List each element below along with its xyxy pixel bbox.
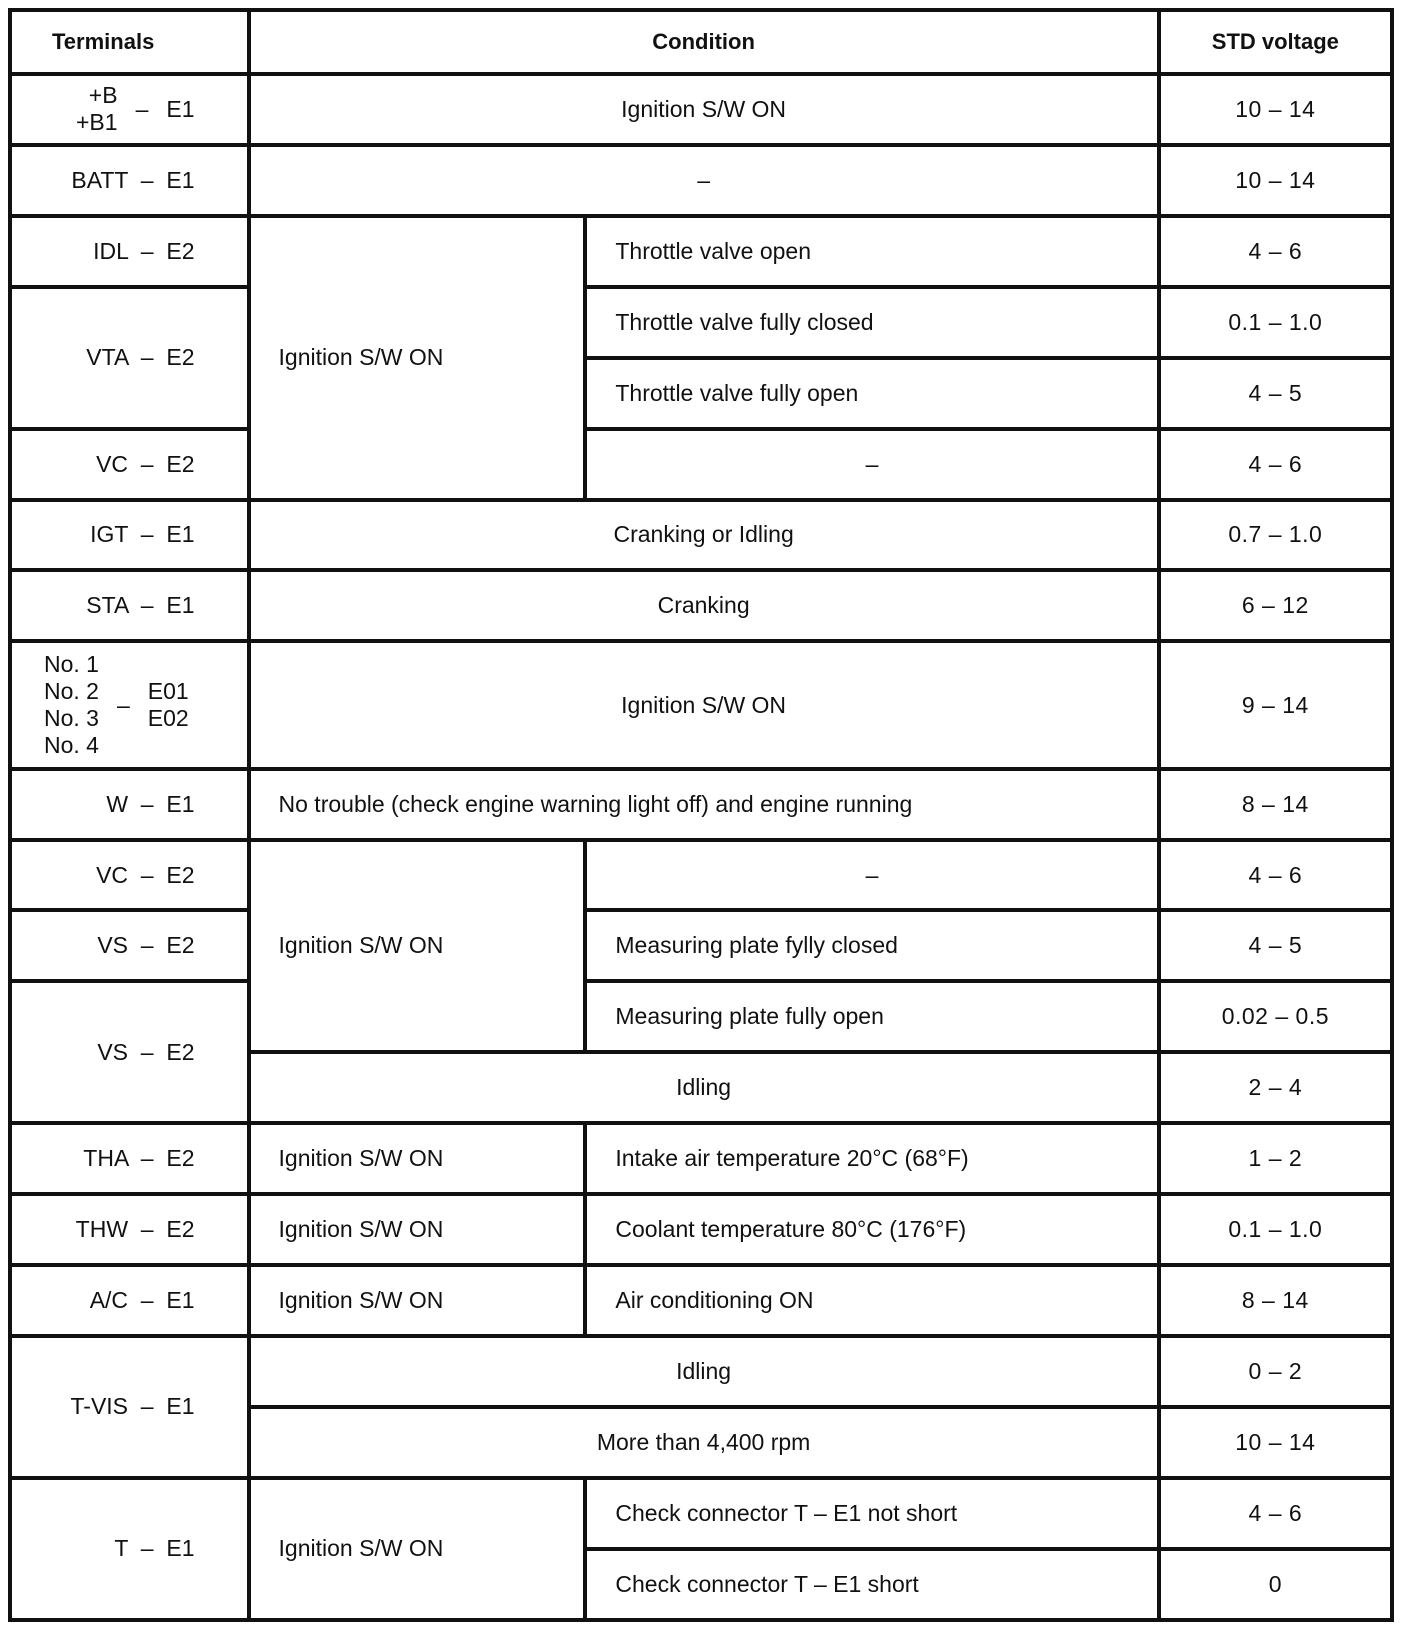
sub-condition-cell: –: [585, 840, 1158, 911]
condition-group-cell: Ignition S/W ON: [249, 1194, 586, 1265]
voltage-cell: 4 – 6: [1159, 216, 1392, 287]
header-std-voltage: STD voltage: [1159, 10, 1392, 74]
terminal-cell: IGT – E1: [10, 500, 249, 571]
condition-group-cell: Ignition S/W ON: [249, 1265, 586, 1336]
voltage-cell: 2 – 4: [1159, 1052, 1392, 1123]
table-row: [10, 287, 1392, 358]
voltage-cell: 6 – 12: [1159, 570, 1392, 641]
terminal-cell: BATT – E1: [10, 145, 249, 216]
condition-group-cell: Ignition S/W ON: [249, 1478, 586, 1620]
table-row: [10, 500, 1392, 571]
terminal-cell: THA – E2: [10, 1123, 249, 1194]
terminal-label: No. 1: [44, 651, 99, 677]
condition-cell: –: [249, 145, 1159, 216]
table-row: [10, 1478, 1392, 1549]
voltage-cell: 0.7 – 1.0: [1159, 500, 1392, 571]
sub-condition-cell: Check connector T – E1 not short: [585, 1478, 1158, 1549]
terminal-label: +B1: [76, 109, 118, 136]
sub-condition-cell: Intake air temperature 20°C (68°F): [585, 1123, 1158, 1194]
terminal-stack: [76, 82, 195, 136]
header-terminals: Terminals: [10, 10, 249, 74]
terminal-label: E02: [147, 705, 189, 731]
voltage-cell: 0.1 – 1.0: [1159, 1194, 1392, 1265]
voltage-cell: 10 – 14: [1159, 145, 1392, 216]
terminal-cell: [10, 74, 249, 145]
table-row: [10, 74, 1392, 145]
table-row: [10, 145, 1392, 216]
header-row: [10, 10, 1392, 74]
terminal-cell: VC – E2: [10, 429, 249, 500]
table-row: [10, 840, 1392, 911]
voltage-cell: 1 – 2: [1159, 1123, 1392, 1194]
terminal-cell: W – E1: [10, 769, 249, 840]
voltage-cell: 8 – 14: [1159, 769, 1392, 840]
terminal-cell: [10, 641, 249, 768]
terminal-label: E1: [166, 95, 195, 122]
table-row: [10, 910, 1392, 981]
table-row: [10, 1194, 1392, 1265]
sub-condition-cell: Air conditioning ON: [585, 1265, 1158, 1336]
condition-cell: Cranking or Idling: [249, 500, 1159, 571]
terminal-cell: STA – E1: [10, 570, 249, 641]
condition-cell: Ignition S/W ON: [249, 74, 1159, 145]
terminal-voltage-table: [8, 8, 1394, 1622]
table-row: [10, 216, 1392, 287]
sub-condition-cell: Throttle valve fully open: [585, 358, 1158, 429]
voltage-cell: 9 – 14: [1159, 641, 1392, 768]
terminal-label: No. 4: [44, 732, 99, 758]
terminal-cell: A/C – E1: [10, 1265, 249, 1336]
sub-condition-cell: Throttle valve open: [585, 216, 1158, 287]
condition-group-cell: Ignition S/W ON: [249, 840, 586, 1053]
voltage-cell: 10 – 14: [1159, 1407, 1392, 1478]
terminal-cell: T-VIS – E1: [10, 1336, 249, 1478]
voltage-cell: 4 – 6: [1159, 429, 1392, 500]
condition-cell: Ignition S/W ON: [249, 641, 1159, 768]
voltage-cell: 10 – 14: [1159, 74, 1392, 145]
voltage-cell: 4 – 5: [1159, 358, 1392, 429]
table-row: [10, 981, 1392, 1052]
condition-cell: Idling: [249, 1336, 1159, 1407]
table-row: [10, 1336, 1392, 1407]
condition-cell: No trouble (check engine warning light off) and engine running: [249, 769, 1159, 840]
sub-condition-cell: Throttle valve fully closed: [585, 287, 1158, 358]
sub-condition-cell: Coolant temperature 80°C (176°F): [585, 1194, 1158, 1265]
terminal-label: +B: [88, 82, 118, 109]
terminal-cell: VTA – E2: [10, 287, 249, 429]
terminal-dash: –: [116, 691, 130, 718]
terminal-label: No. 3: [44, 705, 99, 731]
table-row: [10, 429, 1392, 500]
terminal-cell: THW – E2: [10, 1194, 249, 1265]
table-row: [10, 570, 1392, 641]
voltage-cell: 4 – 6: [1159, 1478, 1392, 1549]
condition-cell: Idling: [249, 1052, 1159, 1123]
sub-condition-cell: –: [585, 429, 1158, 500]
terminal-cell: VS – E2: [10, 910, 249, 981]
table-row: [10, 641, 1392, 768]
terminal-cell: T – E1: [10, 1478, 249, 1620]
voltage-cell: 4 – 5: [1159, 910, 1392, 981]
terminal-label: No. 2: [44, 678, 99, 704]
sub-condition-cell: Measuring plate fylly closed: [585, 910, 1158, 981]
voltage-cell: 0.1 – 1.0: [1159, 287, 1392, 358]
condition-group-cell: Ignition S/W ON: [249, 216, 586, 500]
table-row: [10, 769, 1392, 840]
sub-condition-cell: Check connector T – E1 short: [585, 1549, 1158, 1620]
voltage-cell: 0.02 – 0.5: [1159, 981, 1392, 1052]
voltage-cell: 0: [1159, 1549, 1392, 1620]
terminal-dash: –: [135, 95, 149, 122]
voltage-cell: 0 – 2: [1159, 1336, 1392, 1407]
table-row: [10, 1265, 1392, 1336]
terminal-cell: VS – E2: [10, 981, 249, 1123]
voltage-cell: 4 – 6: [1159, 840, 1392, 911]
terminal-stack: [44, 651, 189, 759]
voltage-cell: 8 – 14: [1159, 1265, 1392, 1336]
terminal-cell: IDL – E2: [10, 216, 249, 287]
sub-condition-cell: Measuring plate fully open: [585, 981, 1158, 1052]
table-row: [10, 1123, 1392, 1194]
header-condition: Condition: [249, 10, 1159, 74]
condition-group-cell: Ignition S/W ON: [249, 1123, 586, 1194]
condition-cell: Cranking: [249, 570, 1159, 641]
terminal-cell: VC – E2: [10, 840, 249, 911]
terminal-label: E01: [147, 678, 189, 704]
condition-cell: More than 4,400 rpm: [249, 1407, 1159, 1478]
